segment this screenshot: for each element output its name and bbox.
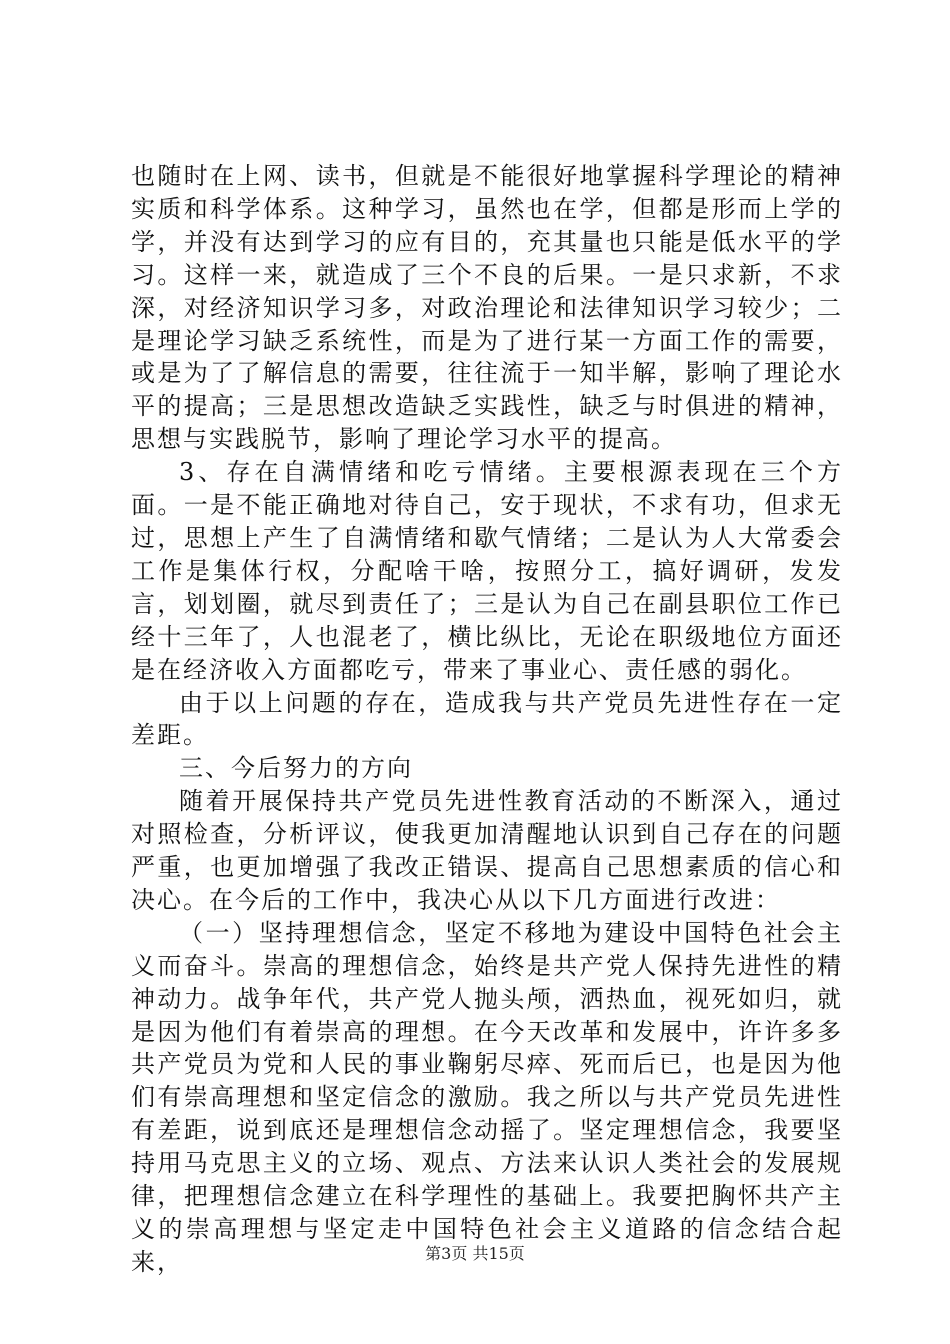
paragraph-continuation: 也随时在上网、读书，但就是不能很好地掌握科学理论的精神实质和科学体系。这种学习，虽然也在学，但都是形而上学的学，并没有达到学习的应有目的，充其量也只能是低水平的学习。这样一来，就造成了三个不良的后果。一是只求新，不求深，对经济知识学习多，对政治理论和法律知识学习较少；二是理论学习缺乏系统性，而是为了进行某一方面工作的需要，或是为了了解信息的需要，往往流于一知半解，影响了理论水平的提高；三是思想改造缺乏实践性，缺乏与时俱进的精神，思想与实践脱节，影响了理论学习水平的提高。: [131, 162, 843, 454]
paragraph-item-3: 3、存在自满情绪和吃亏情绪。主要根源表现在三个方面。一是不能正确地对待自己，安于现状，不求有功，但求无过，思想上产生了自满情绪和歇气情绪；二是认为人大常委会工作是集体行权，分配啥干啥，按照分工，搞好调研，发发言，划划圈，就尽到责任了；三是认为自己在副县职位工作已经十三年了，人也混老了，横比纵比，无论在职级地位方面还是在经济收入方面都吃亏，带来了事业心、责任感的弱化。: [131, 458, 843, 684]
paragraph-point-1: （一）坚持理想信念，坚定不移地为建设中国特色社会主义而奋斗。崇高的理想信念，始终是共产党人保持先进性的精神动力。战争年代，共产党人抛头颅，洒热血，视死如归，就是因为他们有着崇高的理想。在今天改革和发展中，许许多多共产党员为党和人民的事业鞠躬尽瘁、死而后已，也是因为他们有崇高理想和坚定信念的激励。我之所以与共产党员先进性有差距，说到底还是理想信念动摇了。坚定理想信念，我要坚持用马克思主义的立场、观点、方法来认识人类社会的发展规律，把理想信念建立在科学理性的基础上。我要把胸怀共产主义的崇高理想与坚定走中国特色社会主义道路的信念结合起来，: [131, 918, 843, 1276]
paragraph-intro: 随着开展保持共产党员先进性教育活动的不断深入，通过对照检查，分析评议，使我更加清醒地认识到自己存在的问题严重，也更加增强了我改正错误、提高自己思想素质的信心和决心。在今后的工作中，我决心从以下几方面进行改进：: [131, 787, 843, 914]
page-number-footer: 第3页 共15页: [425, 1244, 525, 1263]
document-body: [131, 160, 843, 1279]
paragraph-summary: 由于以上问题的存在，造成我与共产党员先进性存在一定差距。: [131, 688, 843, 750]
section-heading: 三、今后努力的方向: [179, 754, 413, 783]
